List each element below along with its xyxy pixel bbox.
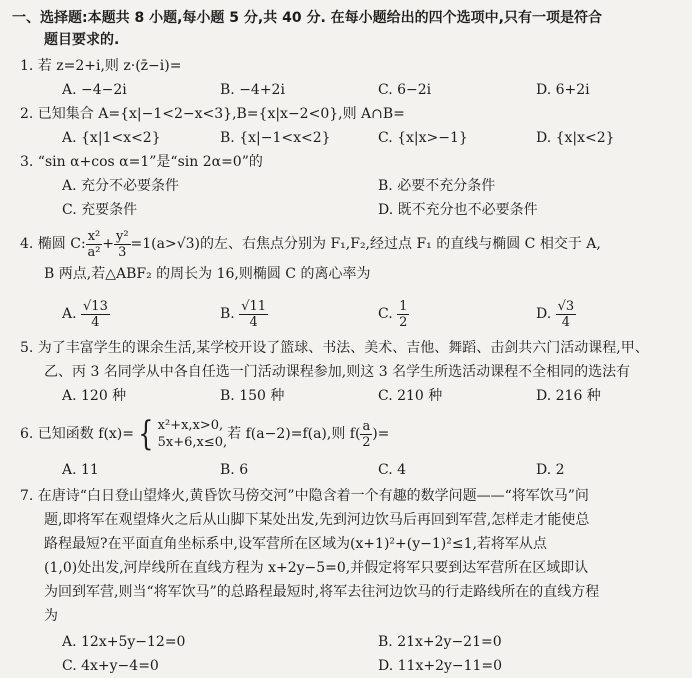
q5-option-c[interactable]: C. 210 种 [378, 388, 443, 404]
q7-option-a[interactable]: A. 12x+5y−12=0 [62, 634, 186, 650]
q7-option-b[interactable]: B. 21x+2y−21=0 [378, 634, 502, 650]
q2-option-c[interactable]: C. {x|x>−1} [378, 130, 468, 146]
q6-piecewise [158, 417, 228, 451]
section-heading: 一、选择题:本题共 8 小题,每小题 5 分,共 40 分. 在每小题给出的四个选项中,只有一项是符合 [12, 10, 602, 26]
q4-option-b-label: B. [220, 306, 235, 322]
q4-a-num: √13 [83, 298, 108, 314]
q5-stem-cont: 乙、丙 3 名同学从中各自任选一门活动课程参加,则这 3 名学生所选活动课程不全相同的选法有 [44, 364, 631, 380]
q4-stem-post: =1(a>√3)的左、右焦点分别为 F₁,F₂,经过点 F₁ 的直线与椭圆 C 相交于 A, [130, 236, 601, 252]
q6-option-a[interactable]: A. 11 [62, 462, 99, 478]
q4-stem-pre: 4. 椭圆 C: [20, 236, 86, 252]
q4-plus: + [102, 236, 114, 252]
section-heading-cont: 题目要求的. [44, 32, 120, 48]
q4-option-b[interactable] [220, 296, 268, 332]
q4-fraction-y [114, 230, 131, 259]
q4-option-c[interactable] [378, 296, 409, 332]
q5-option-a[interactable]: A. 120 种 [62, 388, 127, 404]
q7-line-3: 路程最短?在平面直角坐标系中,设军营所在区域为(x+1)²+(y−1)²≤1,若将军从点 [44, 536, 547, 552]
q4-c-den: 2 [399, 314, 408, 330]
q5-option-d[interactable]: D. 216 种 [536, 388, 601, 404]
q4-frac-y-num: y² [115, 228, 129, 244]
q4-frac-x-num: x² [87, 228, 101, 244]
q4-d-den: 4 [561, 314, 571, 330]
q5-option-b[interactable]: B. 150 种 [220, 388, 285, 404]
q7-line-4: (1,0)处出发,河岸线所在直线方程为 x+2y−5=0,并假定将军只要到达军营所在区域即认 [44, 560, 589, 576]
q4-stem-cont: B 两点,若△ABF₂ 的周长为 16,则椭圆 C 的离心率为 [44, 266, 371, 282]
q6-option-c[interactable]: C. 4 [378, 462, 407, 478]
q3-option-a[interactable]: A. 充分不必要条件 [62, 178, 180, 194]
q4-option-a-fraction [81, 300, 110, 329]
q3-stem: 3. “sin α+cos α=1”是“sin 2α=0”的 [20, 154, 263, 170]
q1-option-b[interactable]: B. −4+2i [220, 82, 285, 98]
q4-b-den: 4 [249, 314, 258, 330]
q7-line-1: 7. 在唐诗“白日登山望烽火,黄昏饮马傍交河”中隐含着一个有趣的数学问题——“将军饮马”问 [20, 488, 589, 504]
q6-fraction [360, 420, 372, 449]
q4-option-b-fraction [239, 300, 268, 329]
q4-option-d-label: D. [536, 306, 552, 322]
q4-option-c-fraction [397, 300, 409, 329]
q4-frac-y-den: 3 [118, 244, 127, 260]
q4-d-num: √3 [557, 298, 575, 314]
q6-stem-mid: 若 f(a−2)=f(a),则 f( [227, 426, 361, 442]
q4-b-num: √11 [241, 298, 267, 314]
q6-stem-pre: 6. 已知函数 f(x)= [20, 426, 134, 442]
q4-c-num: 1 [399, 298, 408, 314]
q7-line-5: 为回到军营,则当“将军饮马”的总路程最短时,将军去往河边饮马的行走路线所在的直线方程 [44, 584, 600, 600]
q6-stem [20, 414, 389, 454]
q6-option-b[interactable]: B. 6 [220, 462, 249, 478]
q4-stem [20, 226, 601, 262]
q6-case-1: x²+x,x>0, [157, 418, 224, 433]
q7-line-2: 题,即将军在观望烽火之后从山脚下某处出发,先到河边饮马后再回到军营,怎样走才能使总 [44, 512, 590, 528]
q3-option-d[interactable]: D. 既不充分也不必要条件 [378, 202, 538, 218]
q6-stem-post: )= [372, 426, 390, 442]
q1-option-d[interactable]: D. 6+2i [536, 82, 590, 98]
q1-option-a[interactable]: A. −4−2i [62, 82, 127, 98]
q6-case-2: 5x+6,x≤0, [157, 435, 228, 450]
q3-option-c[interactable]: C. 充要条件 [62, 202, 138, 218]
q7-line-6: 为 [44, 608, 58, 624]
q5-stem: 5. 为了丰富学生的课余生活,某学校开设了篮球、书法、美术、吉他、舞蹈、击剑共六门活动课程,甲、 [20, 340, 649, 356]
q4-a-den: 4 [91, 314, 100, 330]
q6-frac-den: 2 [362, 434, 371, 450]
q4-option-a[interactable] [62, 296, 110, 332]
left-brace-icon: { [138, 414, 154, 454]
q6-frac-num: a [362, 418, 371, 434]
q2-stem: 2. 已知集合 A={x|−1<2−x<3},B={x|x−2<0},则 A∩B= [20, 106, 405, 122]
q6-option-d[interactable]: D. 2 [536, 462, 565, 478]
q4-fraction-x [86, 230, 103, 259]
q7-option-d[interactable]: D. 11x+2y−11=0 [378, 658, 503, 674]
q7-option-c[interactable]: C. 4x+y−4=0 [62, 658, 159, 674]
q2-option-b[interactable]: B. {x|−1<x<2} [220, 130, 331, 146]
q4-option-c-label: C. [378, 306, 393, 322]
q3-option-b[interactable]: B. 必要不充分条件 [378, 178, 496, 194]
q1-option-c[interactable]: C. 6−2i [378, 82, 432, 98]
q4-frac-x-den: a² [87, 244, 101, 260]
q2-option-a[interactable]: A. {x|1<x<2} [62, 130, 161, 146]
q4-option-a-label: A. [62, 306, 77, 322]
q4-option-d[interactable] [536, 296, 576, 332]
q2-option-d[interactable]: D. {x|x<2} [536, 130, 615, 146]
q1-stem: 1. 若 z=2+i,则 z·(z̄−i)= [20, 58, 182, 74]
q4-option-d-fraction [556, 300, 577, 329]
